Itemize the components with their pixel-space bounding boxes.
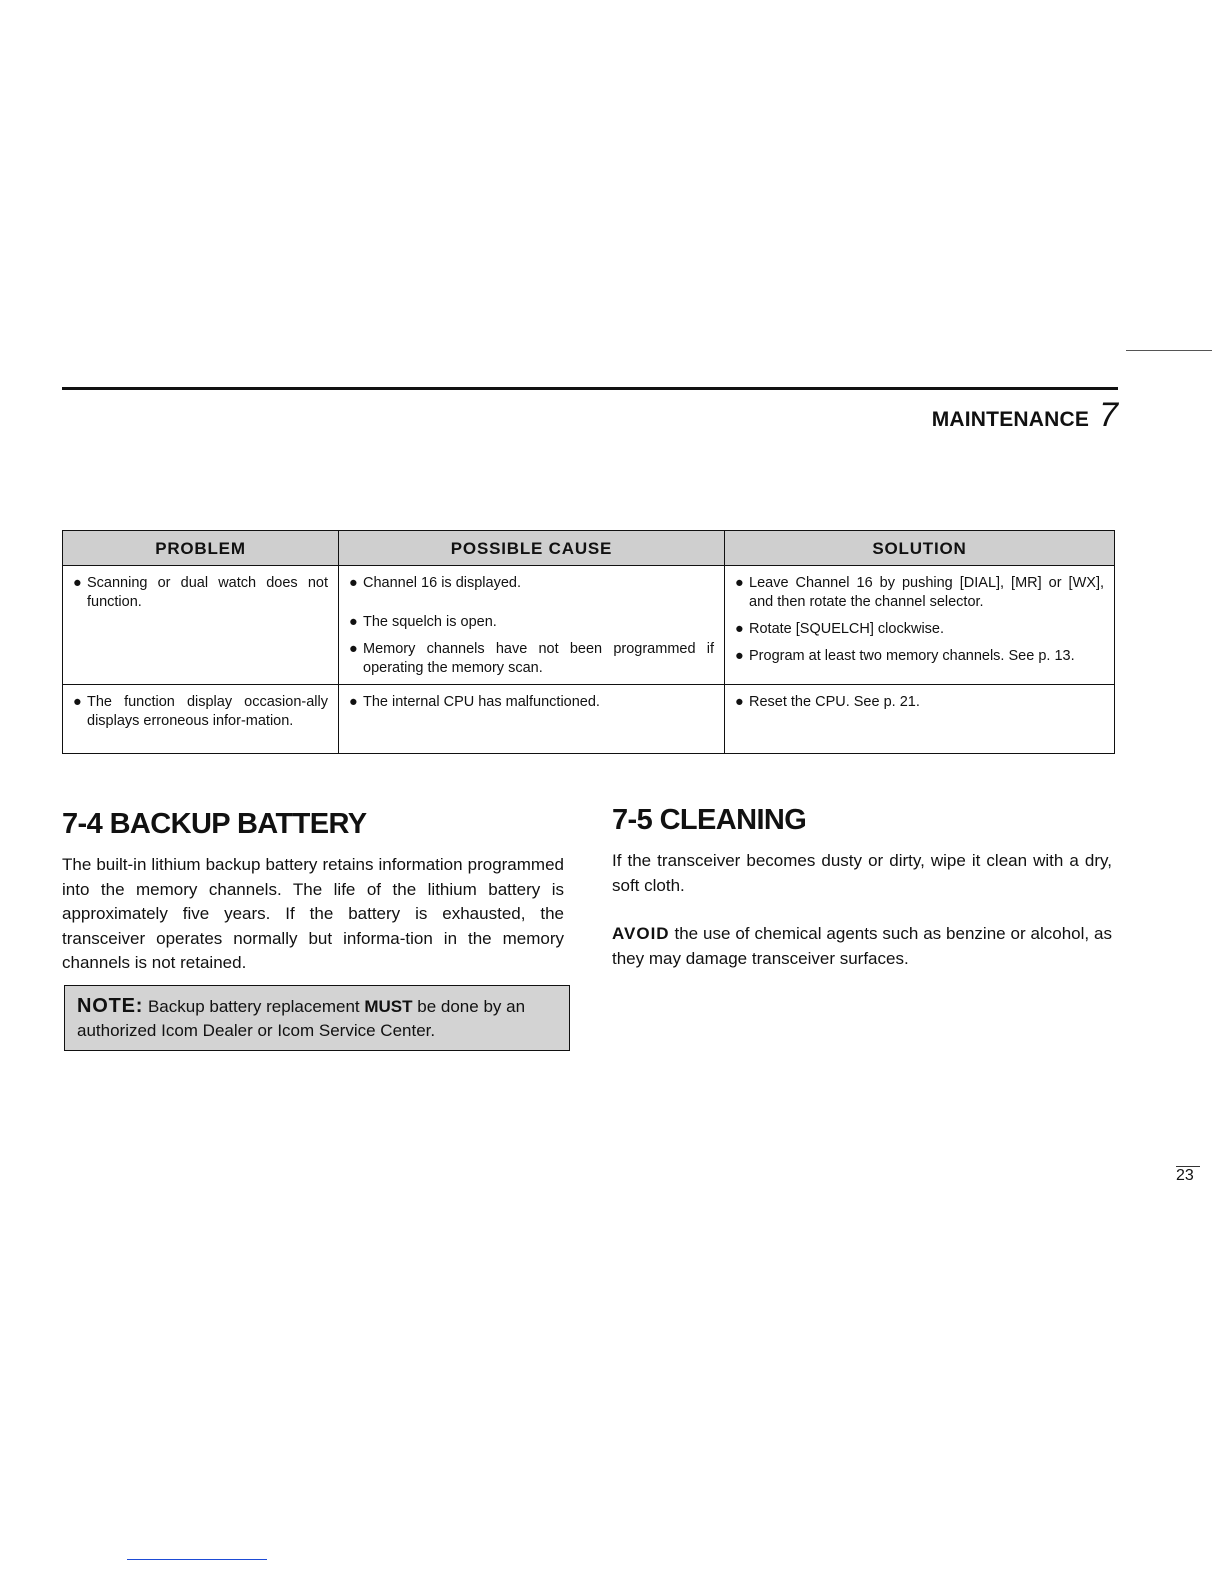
cleaning-body-1: If the transceiver becomes dusty or dirty, wipe it clean with a dry, soft cloth. xyxy=(612,851,1112,895)
bullet: ● xyxy=(349,575,358,591)
bullet: ● xyxy=(735,575,744,591)
bullet: ● xyxy=(735,621,744,637)
problem-text: Scanning or dual watch does not function. xyxy=(87,575,328,610)
problem-text: The function display occasion-ally displays erroneous infor-mation. xyxy=(87,694,328,729)
cleaning-heading: 7-5 CLEANING xyxy=(612,804,807,836)
cleaning-body-2 xyxy=(612,922,1112,971)
backup-battery-body: The built-in lithium backup battery retains information programmed into the memory channels. The life of the lithium battery is approximately five years. If the battery is exhausted, the transceiver operates normally but informa-tion in the memory channels is not retained. xyxy=(62,855,564,973)
bullet: ● xyxy=(73,694,82,710)
troubleshooting-table xyxy=(62,530,1115,754)
note-emphasis: MUST xyxy=(364,997,413,1016)
solution-cell xyxy=(725,685,1115,754)
header-solution: SOLUTION xyxy=(725,531,1115,566)
bullet: ● xyxy=(349,614,358,630)
table-row xyxy=(63,685,1115,754)
header-possible-cause: POSSIBLE CAUSE xyxy=(339,531,725,566)
cause-text: Memory channels have not been programmed if operating the memory scan. xyxy=(363,641,714,676)
bullet: ● xyxy=(349,694,358,710)
bullet: ● xyxy=(73,575,82,591)
cause-text: The internal CPU has malfunctioned. xyxy=(363,694,600,710)
note-box xyxy=(64,985,570,1051)
backup-battery-section xyxy=(62,808,564,976)
bullet: ● xyxy=(735,694,744,710)
table-header-row xyxy=(63,531,1115,566)
bullet: ● xyxy=(349,641,358,657)
solution-cell xyxy=(725,566,1115,685)
solution-text: Reset the CPU. See p. 21. xyxy=(749,694,920,710)
section-header xyxy=(932,398,1118,432)
table-row xyxy=(63,566,1115,685)
cause-text: Channel 16 is displayed. xyxy=(363,575,521,591)
avoid-label: AVOID xyxy=(612,924,670,944)
cause-cell xyxy=(339,685,725,754)
section-title: MAINTENANCE xyxy=(931,408,1090,431)
backup-battery-heading: 7-4 BACKUP BATTERY xyxy=(62,808,367,840)
cause-text: The squelch is open. xyxy=(363,614,497,630)
avoid-text: the use of chemical agents such as benzine or alcohol, as they may damage transceiver surfaces. xyxy=(612,924,1112,968)
cleaning-section xyxy=(612,804,1112,971)
note-label: NOTE: xyxy=(77,995,144,1017)
problem-cell xyxy=(63,685,339,754)
note-text-1: Backup battery replacement xyxy=(147,997,360,1016)
solution-text: Leave Channel 16 by pushing [DIAL], [MR] or [WX], and then rotate the channel selector. xyxy=(749,575,1104,610)
solution-text: Program at least two memory channels. See p. 13. xyxy=(749,648,1075,664)
cause-cell xyxy=(339,566,725,685)
header-rule xyxy=(62,387,1118,390)
bottom-link-rule xyxy=(127,1559,267,1560)
problem-cell xyxy=(63,566,339,685)
bullet: ● xyxy=(735,648,744,664)
chapter-number: 7 xyxy=(1099,396,1118,434)
solution-text: Rotate [SQUELCH] clockwise. xyxy=(749,621,945,637)
header-problem: PROBLEM xyxy=(63,531,339,566)
edge-rule xyxy=(1126,350,1212,351)
page-number: 23 xyxy=(1176,1166,1200,1185)
note-text-2: be done by an authorized Icom Dealer or Icom Service Center. xyxy=(77,997,526,1040)
